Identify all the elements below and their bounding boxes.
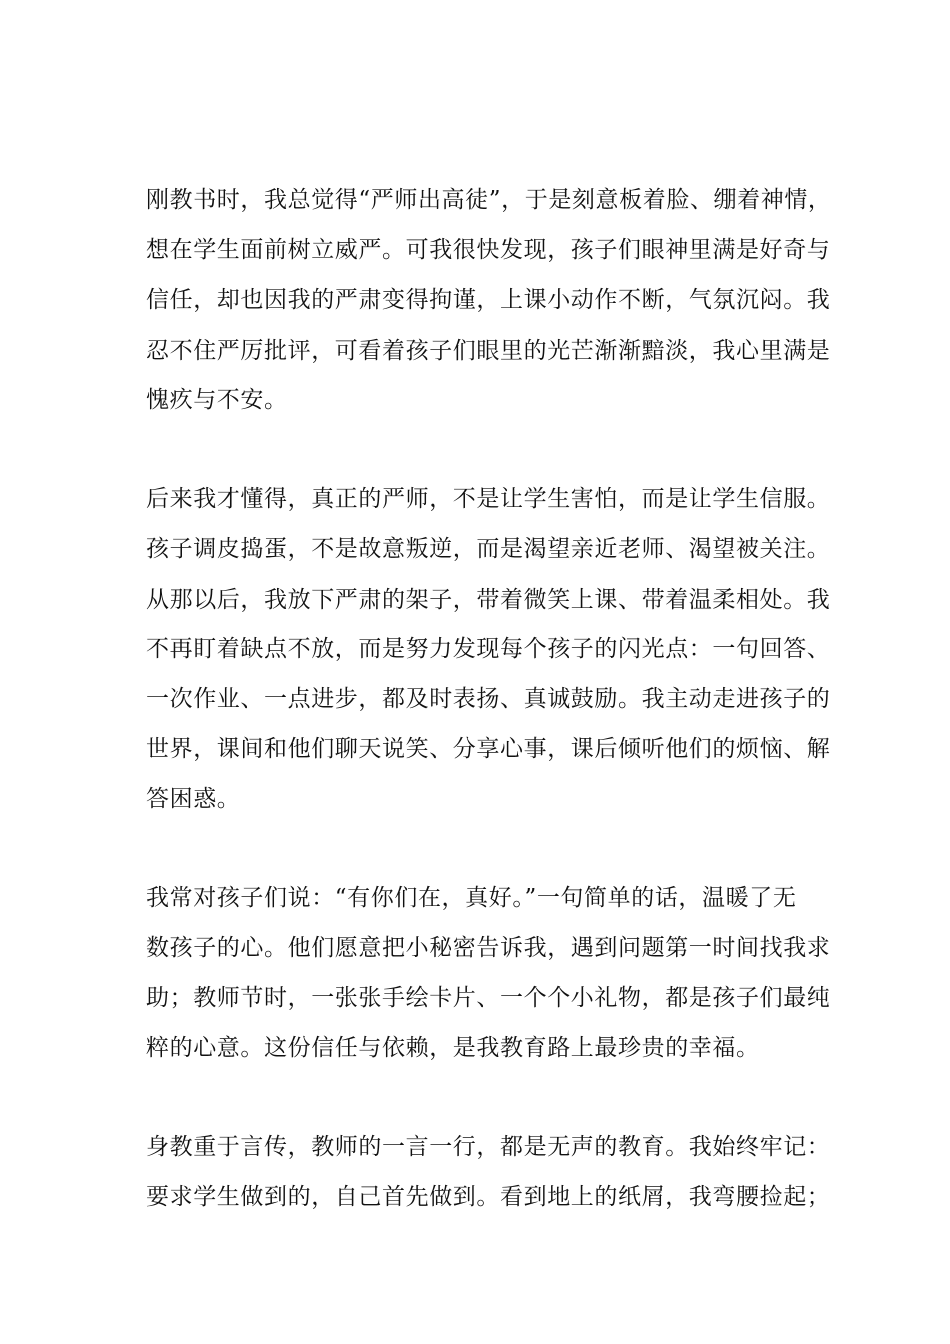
paragraph-1-line-1: 刚教书时，我总觉得“严师出高徒”，于是刻意板着脸、绷着神情， bbox=[146, 187, 832, 213]
paragraph-4-line-1: 身教重于言传，教师的一言一行，都是无声的教育。我始终牢记： bbox=[146, 1134, 831, 1160]
paragraph-3-line-3: 助；教师节时，一张张手绘卡片、一个个小礼物，都是孩子们最纯 bbox=[146, 985, 831, 1011]
paragraph-3-line-2: 数孩子的心。他们愿意把小秘密告诉我，遇到问题第一时间找我求 bbox=[146, 935, 831, 961]
paragraph-1-line-2: 想在学生面前树立威严。可我很快发现，孩子们眼神里满是好奇与 bbox=[146, 237, 831, 263]
paragraph-1-line-3: 信任，却也因我的严肃变得拘谨，上课小动作不断，气氛沉闷。我 bbox=[146, 287, 831, 313]
paragraph-2-line-3: 从那以后，我放下严肃的架子，带着微笑上课、带着温柔相处。我 bbox=[146, 587, 831, 613]
paragraph-1-line-5: 愧疚与不安。 bbox=[146, 387, 288, 413]
paragraph-2-line-7: 答困惑。 bbox=[146, 786, 241, 812]
paragraph-4-line-2: 要求学生做到的，自己首先做到。看到地上的纸屑，我弯腰捡起； bbox=[146, 1184, 831, 1210]
paragraph-2-line-4: 不再盯着缺点不放，而是努力发现每个孩子的闪光点：一句回答、 bbox=[146, 636, 831, 662]
paragraph-1-line-4: 忍不住严厉批评，可看着孩子们眼里的光芒渐渐黯淡，我心里满是 bbox=[146, 338, 831, 364]
paragraph-2-line-2: 孩子调皮捣蛋，不是故意叛逆，而是渴望亲近老师、渴望被关注。 bbox=[146, 536, 831, 562]
paragraph-2-line-6: 世界，课间和他们聊天说笑、分享心事，课后倾听他们的烦恼、解 bbox=[146, 736, 831, 762]
paragraph-2-line-5: 一次作业、一点进步，都及时表扬、真诚鼓励。我主动走进孩子的 bbox=[146, 686, 831, 712]
paragraph-3-line-4: 粹的心意。这份信任与依赖，是我教育路上最珍贵的幸福。 bbox=[146, 1035, 760, 1061]
paragraph-3-line-1: 我常对孩子们说：“有你们在，真好。”一句简单的话，温暖了无 bbox=[146, 885, 797, 911]
paragraph-2-line-1: 后来我才懂得，真正的严师，不是让学生害怕，而是让学生信服。 bbox=[146, 486, 831, 512]
